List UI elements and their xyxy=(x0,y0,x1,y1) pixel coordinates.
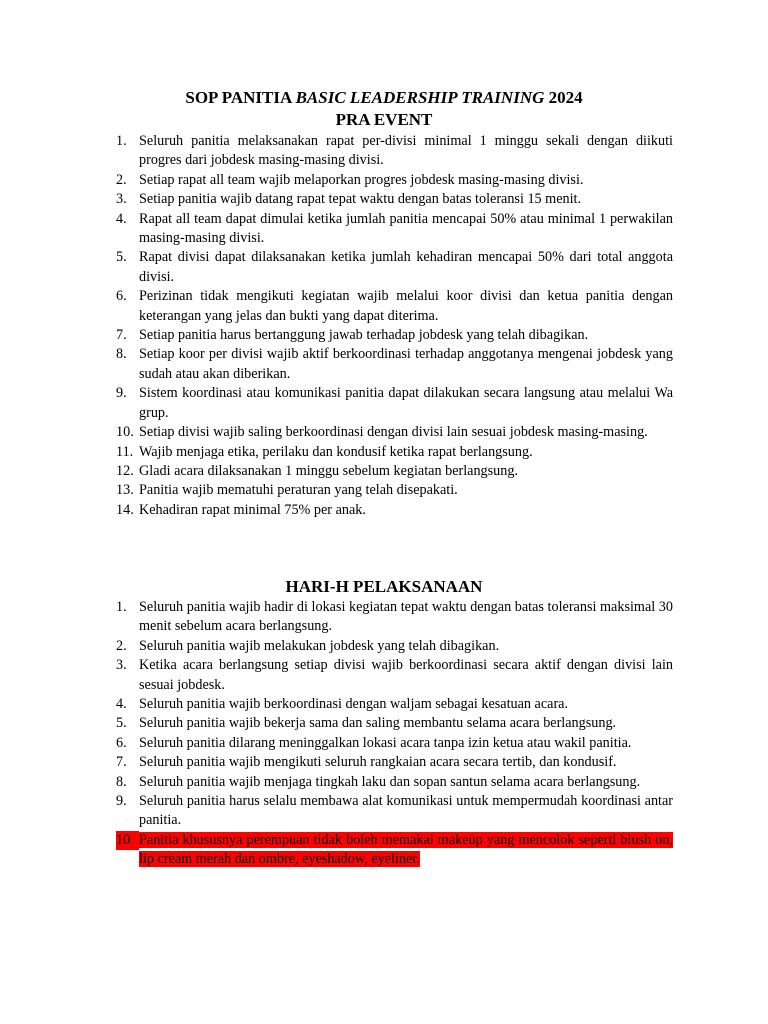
item-number: 11. xyxy=(116,443,134,460)
list-item xyxy=(0,345,673,384)
item-text: Seluruh panitia dilarang meninggalkan lokasi acara tanpa izin ketua atau wakil panitia. xyxy=(139,734,632,751)
list-item xyxy=(0,384,673,423)
item-text: Setiap koor per divisi wajib aktif berkoordinasi terhadap anggotanya mengenai jobdesk yang sudah atau akan diberikan. xyxy=(139,346,673,382)
item-text: Setiap rapat all team wajib melaporkan progres jobdesk masing-masing divisi. xyxy=(139,171,584,188)
item-text: Seluruh panitia wajib hadir di lokasi kegiatan tepat waktu dengan batas toleransi maksimal 30 menit sebelum acara berlangsung. xyxy=(139,599,673,635)
item-number: 9. xyxy=(116,385,127,402)
item-number: 10. xyxy=(116,424,134,441)
item-text: Seluruh panitia wajib mengikuti seluruh rangkaian acara secara tertib, dan kondusif. xyxy=(139,754,617,771)
item-number: 5. xyxy=(116,249,127,266)
list-item xyxy=(0,171,673,190)
item-text: Seluruh panitia melaksanakan rapat per-divisi minimal 1 minggu sekali dengan diikuti progres dari jobdesk masing-masing divisi. xyxy=(139,133,673,169)
title-prefix: SOP PANITIA xyxy=(185,88,296,107)
item-number: 13. xyxy=(116,482,134,499)
item-number: 7. xyxy=(116,754,127,771)
item-number: 6. xyxy=(116,734,127,751)
item-number: 6. xyxy=(116,288,127,305)
item-number: 3. xyxy=(116,657,127,674)
list-item xyxy=(0,773,673,792)
item-number: 3. xyxy=(116,191,127,208)
title-italic: BASIC LEADERSHIP TRAINING xyxy=(295,88,545,107)
item-number: 8. xyxy=(116,773,127,790)
section-heading-pra-event: PRA EVENT xyxy=(335,110,433,129)
item-text: Seluruh panitia wajib bekerja sama dan saling membantu selama acara berlangsung. xyxy=(139,715,617,732)
item-text: Seluruh panitia harus selalu membawa alat komunikasi untuk mempermudah koordinasi antar panitia. xyxy=(139,793,673,829)
document-title xyxy=(0,88,768,108)
item-text: Panitia wajib mematuhi peraturan yang telah disepakati. xyxy=(139,482,458,499)
list-item xyxy=(0,481,673,500)
item-number: 14. xyxy=(116,501,134,518)
item-text: Wajib menjaga etika, perilaku dan kondusif ketika rapat berlangsung. xyxy=(139,443,533,460)
list-item xyxy=(0,501,673,520)
item-text: Setiap panitia harus bertanggung jawab terhadap jobdesk yang telah dibagikan. xyxy=(139,327,589,344)
item-number: 1. xyxy=(116,599,127,615)
item-text: Setiap panitia wajib datang rapat tepat waktu dengan batas toleransi 15 menit. xyxy=(139,191,582,208)
list-item xyxy=(0,287,673,326)
item-text: Setiap divisi wajib saling berkoordinasi dengan divisi lain sesuai jobdesk masing-masing. xyxy=(139,424,648,441)
item-text: Gladi acara dilaksanakan 1 minggu sebelum kegiatan berlangsung. xyxy=(139,462,518,479)
item-number: 10. xyxy=(116,831,139,850)
list-item xyxy=(0,248,673,287)
list-item xyxy=(0,210,673,249)
item-number: 2. xyxy=(116,637,127,654)
list-item xyxy=(0,443,673,462)
list-item xyxy=(0,462,673,481)
list-item xyxy=(0,423,673,442)
highlighted-list-item xyxy=(0,831,673,870)
title-suffix: 2024 xyxy=(544,88,583,107)
section-heading-hari-h: HARI-H PELAKSANAAN xyxy=(285,577,483,596)
list-item xyxy=(0,326,673,345)
list-item xyxy=(0,695,673,714)
item-text: Perizinan tidak mengikuti kegiatan wajib melalui koor divisi dan ketua panitia dengan keterangan yang jelas dan bukti yang dapat diterima. xyxy=(139,288,673,324)
highlighted-item-text: Panitia khususnya perempuan tidak boleh memakai makeup yang mencolok seperti blush on, lip cream merah dan ombre, eyeshadow, eyeliner. xyxy=(139,831,673,868)
item-number: 5. xyxy=(116,715,127,732)
item-text: Seluruh panitia wajib menjaga tingkah laku dan sopan santun selama acara berlangsung. xyxy=(139,773,641,790)
list-item xyxy=(0,734,673,753)
item-number: 4. xyxy=(116,696,127,713)
list-item xyxy=(0,792,673,831)
item-text: Seluruh panitia wajib melakukan jobdesk yang telah dibagikan. xyxy=(139,637,500,654)
item-number: 12. xyxy=(116,462,134,479)
item-text: Rapat divisi dapat dilaksanakan ketika jumlah kehadiran mencapai 50% dari total anggota divisi. xyxy=(139,249,673,285)
pra-event-list xyxy=(0,132,673,520)
list-item xyxy=(0,714,673,733)
item-number: 1. xyxy=(116,133,127,149)
item-text: Rapat all team dapat dimulai ketika jumlah panitia mencapai 50% atau minimal 1 perwakilan masing-masing divisi. xyxy=(139,210,673,247)
item-number: 4. xyxy=(116,210,127,227)
list-item xyxy=(0,190,673,209)
item-number: 8. xyxy=(116,346,127,363)
item-number: 9. xyxy=(116,793,127,810)
item-text: Sistem koordinasi atau komunikasi panitia dapat dilakukan secara langsung atau melalui Wa grup. xyxy=(139,385,673,421)
hari-h-list xyxy=(0,598,673,870)
item-number: 2. xyxy=(116,171,127,188)
list-item xyxy=(0,753,673,772)
list-item xyxy=(0,637,673,656)
list-item xyxy=(0,656,673,695)
item-text: Kehadiran rapat minimal 75% per anak. xyxy=(139,501,366,518)
item-number: 7. xyxy=(116,327,127,344)
list-item xyxy=(0,598,673,637)
item-text: Seluruh panitia wajib berkoordinasi dengan waljam sebagai kesatuan acara. xyxy=(139,696,569,713)
item-text: Ketika acara berlangsung setiap divisi wajib berkoordinasi secara aktif dengan divisi lain sesuai jobdesk. xyxy=(139,657,673,693)
list-item xyxy=(0,132,673,171)
